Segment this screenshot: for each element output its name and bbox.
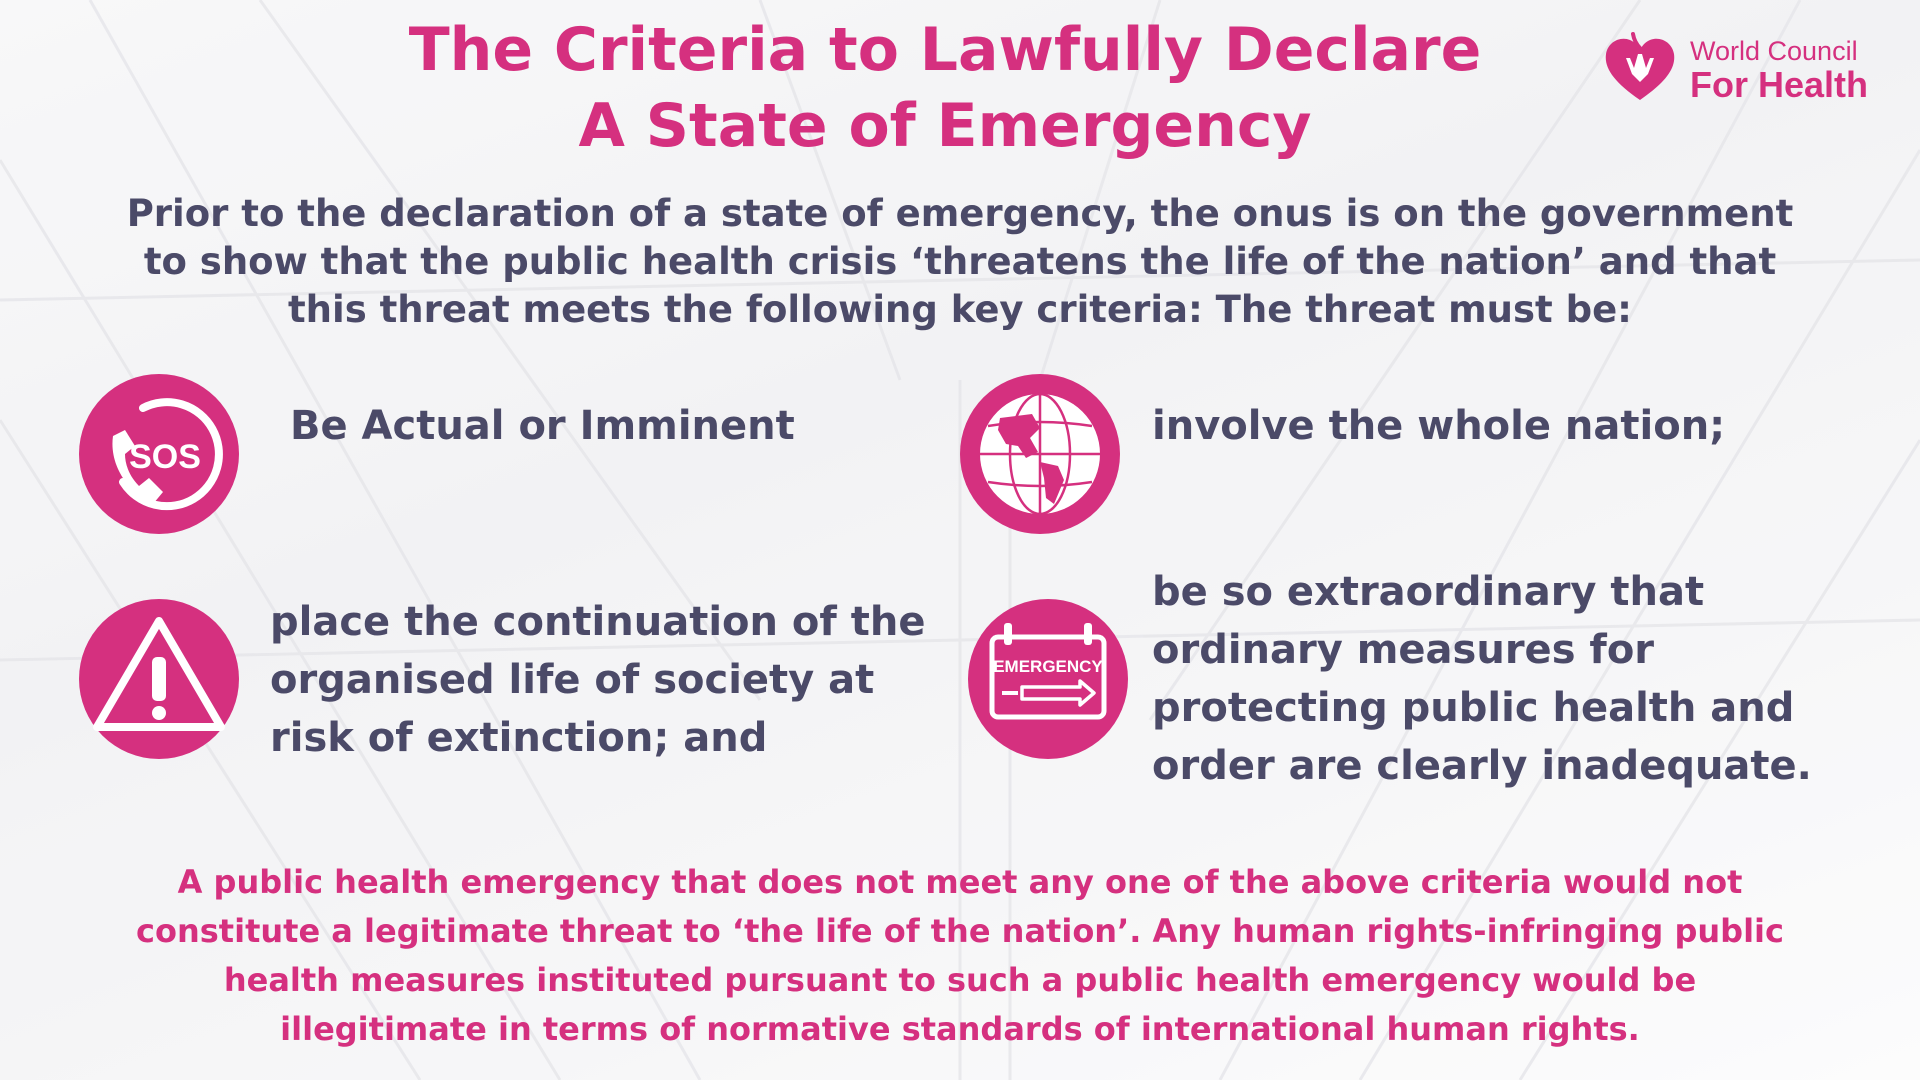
logo-line: World Council <box>1690 36 1858 66</box>
criterion-line: protecting public health and <box>1152 685 1795 731</box>
sos-phone-icon <box>79 374 239 534</box>
criterion-line: risk of extinction; and <box>270 715 768 761</box>
criterion-extraordinary <box>1152 563 1892 795</box>
emergency-sign-text: EMERGENCY <box>993 657 1103 676</box>
svg-text:SOS: SOS <box>129 438 201 476</box>
warning-icon <box>79 599 239 759</box>
criterion-line: organised life of society at <box>270 657 875 703</box>
conclusion-line: A public health emergency that does not meet any one of the above criteria would not <box>177 863 1743 901</box>
page-title <box>210 12 1680 164</box>
conclusion-line: illegitimate in terms of normative standards of international human rights. <box>280 1010 1640 1048</box>
heart-hands-logo-icon <box>1600 28 1680 108</box>
logo-text <box>1690 36 1868 104</box>
intro-line: to show that the public health crisis ‘threatens the life of the nation’ and that <box>143 240 1777 283</box>
globe-icon <box>960 374 1120 534</box>
criterion-line: ordinary measures for <box>1152 627 1655 673</box>
criterion-extinction-risk <box>270 593 950 767</box>
page-title-line: The Criteria to Lawfully Declare <box>408 15 1482 85</box>
world-council-for-health-logo <box>1600 28 1900 108</box>
criterion-line: place the continuation of the <box>270 599 926 645</box>
criterion-whole-nation <box>1152 397 1892 455</box>
criterion-line: involve the whole nation; <box>1152 403 1726 449</box>
conclusion-line: constitute a legitimate threat to ‘the life of the nation’. Any human rights-infringing public <box>136 912 1784 950</box>
intro-line: Prior to the declaration of a state of emergency, the onus is on the government <box>126 192 1794 235</box>
criterion-actual-imminent <box>290 397 950 455</box>
criterion-line: Be Actual or Imminent <box>290 403 795 449</box>
conclusion-paragraph <box>20 858 1900 1054</box>
intro-paragraph <box>20 190 1900 334</box>
logo-line: For Health <box>1690 64 1869 105</box>
criterion-line: order are clearly inadequate. <box>1152 743 1812 789</box>
page-title-line: A State of Emergency <box>578 91 1312 161</box>
intro-line: this threat meets the following key criteria: The threat must be: <box>288 288 1632 331</box>
conclusion-line: health measures instituted pursuant to such a public health emergency would be <box>223 961 1697 999</box>
emergency-sign-icon <box>968 599 1128 759</box>
criterion-line: be so extraordinary that <box>1152 569 1705 615</box>
